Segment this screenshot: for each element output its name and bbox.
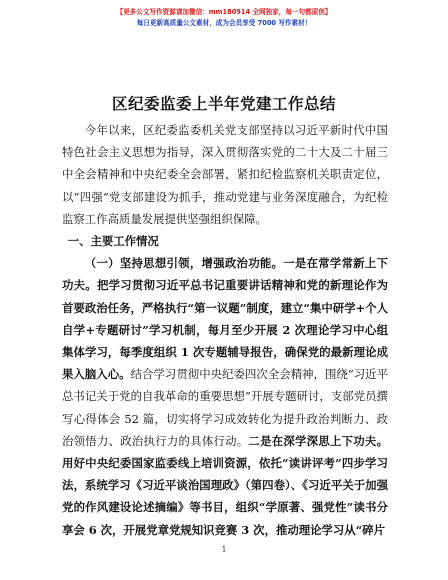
section-heading: 一、主要工作情况 [67,234,159,249]
document-title: 区纪委监委上半年党建工作总结 [111,94,336,113]
paragraph-emphasis: 二是在深学深思上下功夫。用好中央纪委国家监委线上培训资源，依托“读讲评考”四步学习法，系统学习《习近平谈治国理政》（第四卷）、《习近平关于加强党的作风建设论述摘编》等书目，组织“学原著、强党性”读书分享会 6 次，开展党章党规知识竞赛 3 次，推动理论学习从“碎片 [62,433,388,537]
paragraph-emphasis: （一）坚持思想引领，增强政治功能。一是在常学常新上下功夫。把学习贯彻习近平总书记重要讲话精神和党的新理论作为首要政治任务，严格执行“第一议题”制度，建立“集中研学+个人自学+专题研讨”学习机制，每月至少开展 2 次理论学习中心组集体学习，每季度组织 1 次专题辅导报告，确保党的最新理论成果入脑入心。 [62,256,388,382]
promo-banner-line2: 每日更新高质量公文素材，成为会员享受 7000 写作素材！ [136,19,312,27]
document-body [62,119,388,541]
promo-banner-line1: 【更多公文写作资源请加微信：mm180914 全网独家，每一句都原创】 [116,8,332,16]
promo-banner [0,7,448,29]
paragraph-text: 结合学习贯彻中央纪委四次全会精神，围绕“习近平总书记关于党的自我革命的重要思想”开展专题研讨，支部党员撰写心得体会 52 篇，切实将学习成效转化为提升政治判断力、政治领悟力、政治执行力的具体行动。 [62,367,388,448]
page-number: 1 [221,545,227,554]
intro-paragraph: 今年以来，区纪委监委机关党支部坚持以习近平新时代中国特色社会主义思想为指导，深入贯彻落实党的二十大及二十届三中全会精神和中央纪委全会部署，紧扣纪检监察机关职责定位，以“四强”党支部建设为抓手，推动党建与业务深度融合，为纪检监察工作高质量发展提供坚强组织保障。 [62,123,388,226]
body-paragraph [62,252,388,541]
